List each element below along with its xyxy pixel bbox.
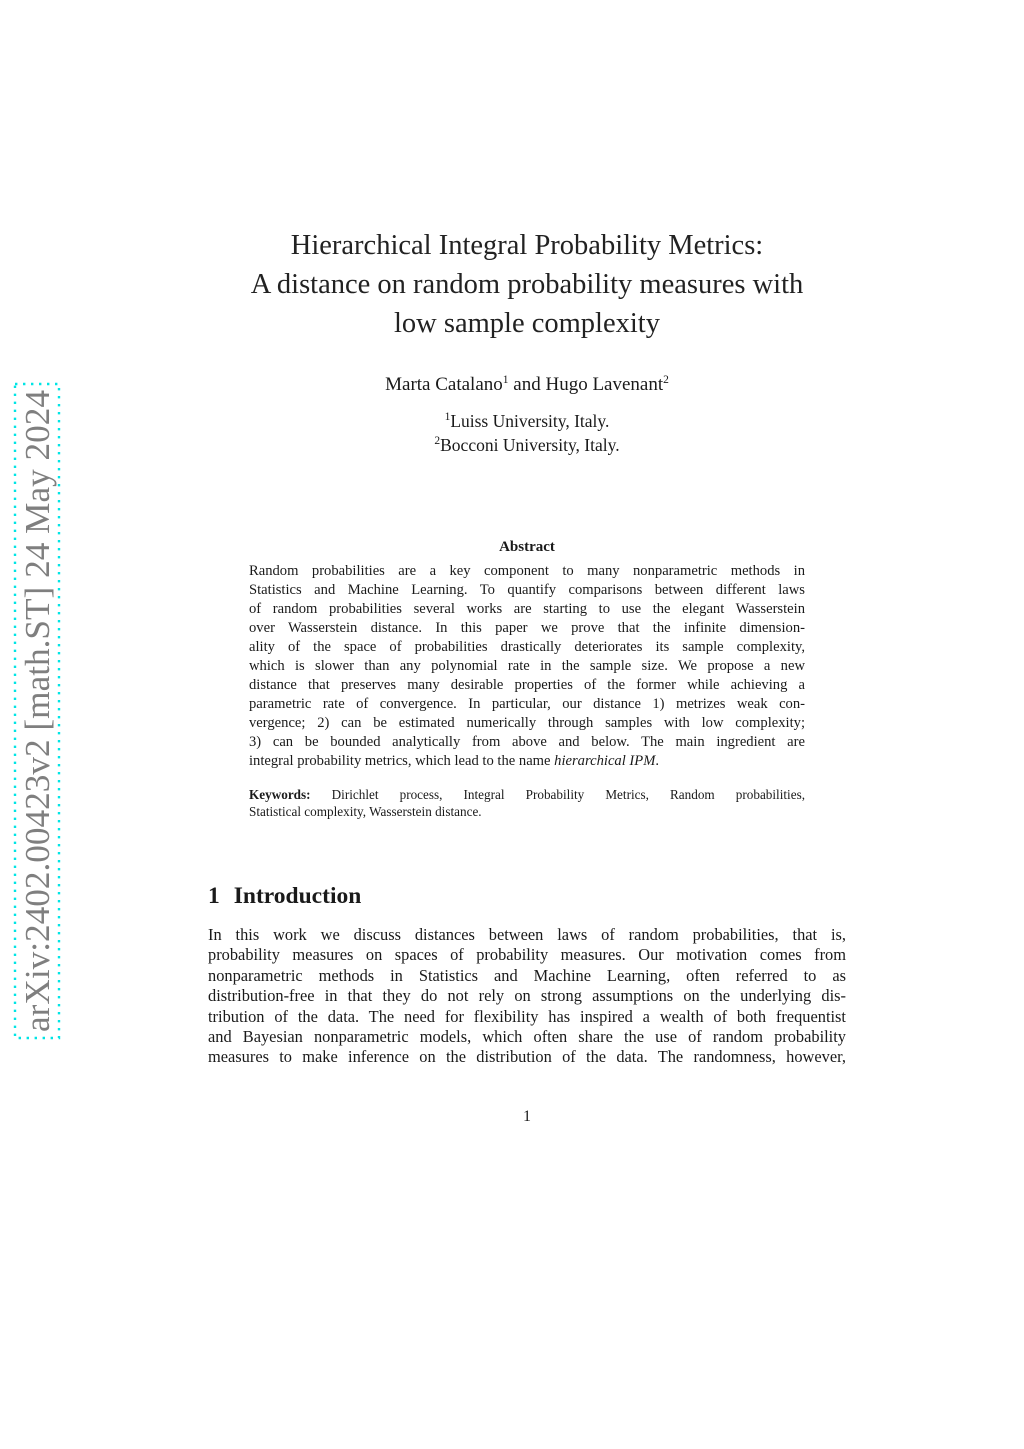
author-affiliation-mark: 2 bbox=[663, 374, 669, 386]
affiliation-text: Bocconi University, Italy. bbox=[440, 435, 620, 455]
abstract-line: which is slower than any polynomial rate in the sample size. We propose a new bbox=[249, 658, 805, 674]
title-line: A distance on random probability measures with bbox=[250, 269, 804, 300]
arxiv-side-stamp bbox=[12, 381, 62, 1041]
arxiv-identifier: arXiv:2402.00423v2 [math.ST] 24 May 2024 bbox=[18, 394, 57, 1032]
body-line: nonparametric methods in Statistics and Machine Learning, often referred to as bbox=[208, 965, 846, 985]
abstract-line: over Wasserstein distance. In this paper we prove that the infinite dimension- bbox=[249, 620, 805, 636]
section-heading bbox=[208, 880, 361, 912]
author-conjunction: and bbox=[508, 374, 546, 395]
keywords bbox=[249, 786, 805, 820]
abstract-line: 3) can be bounded analytically from above and below. The main ingredient are bbox=[249, 734, 805, 750]
abstract-text: . bbox=[655, 753, 660, 769]
author-list bbox=[180, 373, 874, 397]
abstract-line: parametric rate of convergence. In particular, our distance 1) metrizes weak con- bbox=[249, 696, 805, 712]
author-name: Hugo Lavenant bbox=[545, 374, 664, 395]
affiliation-mark: 1 bbox=[444, 411, 451, 423]
abstract-emphasis: hierarchical IPM bbox=[554, 753, 656, 769]
abstract-line: vergence; 2) can be estimated numerically through samples with low complexity; bbox=[249, 715, 805, 731]
abstract-heading: Abstract bbox=[499, 539, 555, 555]
title-line: Hierarchical Integral Probability Metrics: bbox=[290, 230, 764, 261]
body-line: tribution of the data. The need for flexibility has inspired a wealth of both frequentist bbox=[208, 1006, 846, 1026]
introduction-text bbox=[208, 925, 846, 1068]
affiliations bbox=[180, 409, 874, 457]
abstract-line: Random probabilities are a key component to many nonparametric methods in bbox=[249, 563, 805, 579]
body-line: and Bayesian nonparametric models, which often share the use of random probability bbox=[208, 1026, 846, 1046]
body-line: In this work we discuss distances between laws of random probabilities, that is, bbox=[208, 925, 846, 944]
author-name: Marta Catalano bbox=[385, 374, 503, 395]
abstract-line: Statistics and Machine Learning. To quantify comparisons between different laws bbox=[249, 582, 805, 598]
affiliation-text: Luiss University, Italy. bbox=[450, 411, 610, 431]
body-line: probability measures on spaces of probability measures. Our motivation comes from bbox=[208, 945, 846, 965]
body-line: distribution-free in that they do not rely on strong assumptions on the underlying dis- bbox=[208, 986, 846, 1006]
abstract-last-line bbox=[249, 752, 805, 771]
abstract-line: of random probabilities several works are starting to use the elegant Wasserstein bbox=[249, 601, 805, 617]
body-line: measures to make inference on the distribution of the data. The randomness, however, bbox=[208, 1047, 846, 1067]
affiliation-mark: 2 bbox=[434, 435, 441, 447]
arxiv-stamp-graphic bbox=[12, 381, 62, 1041]
affiliation bbox=[180, 433, 874, 457]
abstract-text: integral probability metrics, which lead to the name bbox=[249, 753, 555, 769]
paper-title bbox=[180, 226, 874, 343]
affiliation bbox=[180, 409, 874, 433]
section-title: Introduction bbox=[233, 883, 362, 909]
keywords-label: Keywords: bbox=[249, 787, 311, 802]
abstract-line: distance that preserves many desirable properties of the former while achieving a bbox=[249, 677, 805, 693]
author-affiliation-mark: 1 bbox=[502, 374, 509, 386]
abstract-line: ality of the space of probabilities drastically deteriorates its sample complexity, bbox=[249, 639, 805, 655]
page-number: 1 bbox=[523, 1108, 531, 1125]
keywords-text: Dirichlet process, Integral Probability Metrics, Random probabilities, bbox=[310, 787, 805, 802]
section-number: 1 bbox=[208, 883, 220, 909]
abstract-body bbox=[249, 562, 805, 771]
keywords-line bbox=[249, 786, 805, 803]
keywords-line: Statistical complexity, Wasserstein distance. bbox=[249, 804, 482, 819]
title-line: low sample complexity bbox=[394, 308, 660, 339]
